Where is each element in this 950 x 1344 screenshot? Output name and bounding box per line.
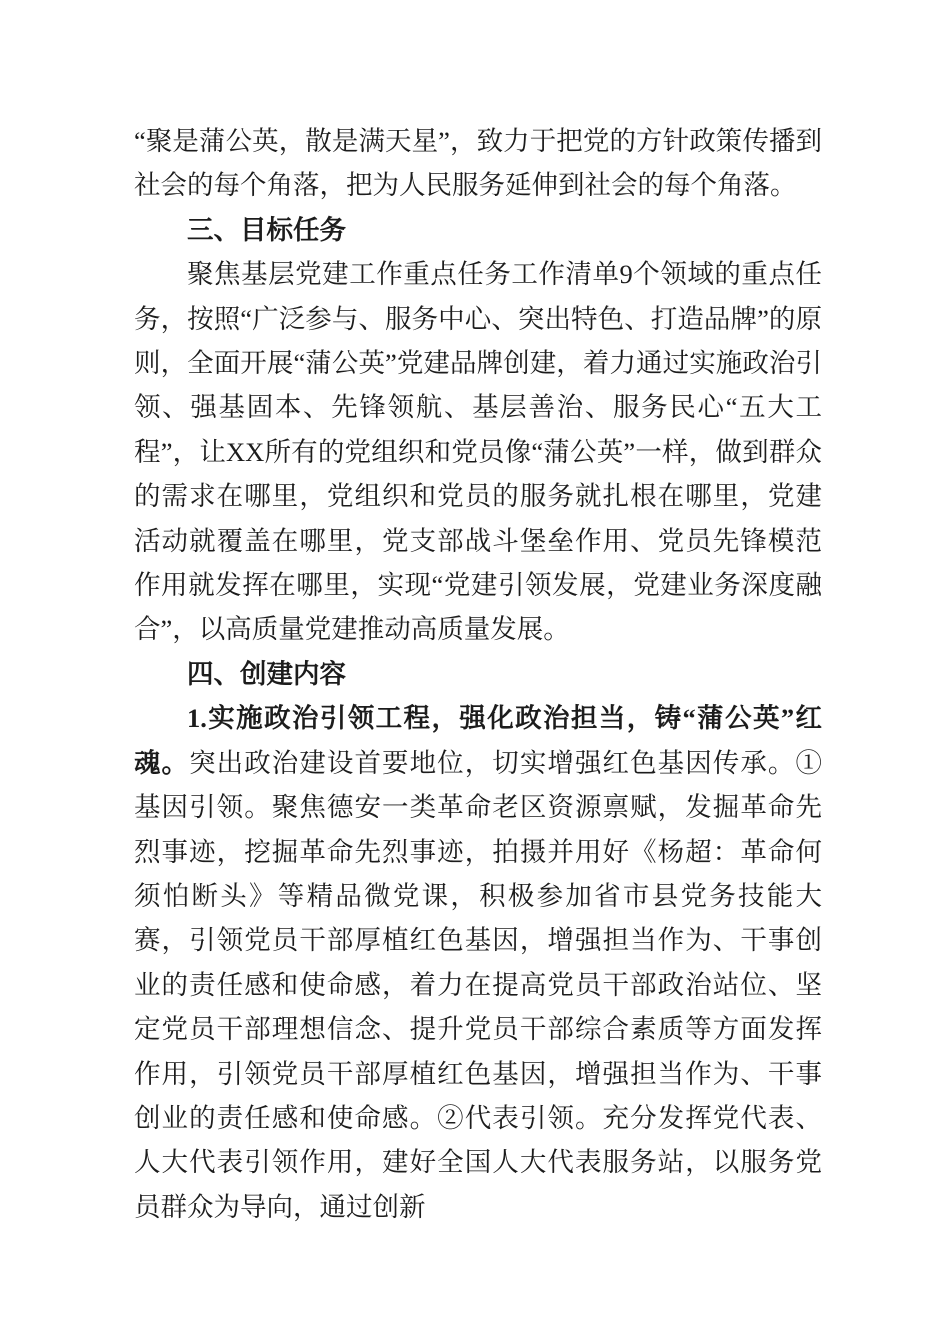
paragraph-political-leading-project bbox=[134, 696, 822, 1229]
document-text-block bbox=[134, 119, 822, 1229]
section-heading-goals: 三、目标任务 bbox=[187, 214, 346, 245]
paragraph-political-leading-project-body: 突出政治建设首要地位，切实增强红色基因传承。①基因引领。聚焦德安一类革命老区资源禀赋，发掘革命先烈事迹，挖掘革命先烈事迹，拍摄并用好《杨超：革命何须怕断头》等精品微党课，积极参加省市县党务技能大赛，引领党员干部厚植红色基因，增强担当作为、干事创业的责任感和使命感，着力在提高党员干部政治站位、坚定党员干部理想信念、提升党员干部综合素质等方面发挥作用，引领党员干部厚植红色基因，增强担当作为、干事创业的责任感和使命感。②代表引领。充分发挥党代表、人大代表引领作用，建好全国人大代表服务站，以服务党员群众为导向，通过创新 bbox=[134, 747, 822, 1222]
section-heading-content: 四、创建内容 bbox=[187, 658, 346, 689]
subheading-political-leading-project: 1.实施政治引领工程，强化政治担当，铸“蒲公英”红魂。 bbox=[134, 703, 822, 778]
paragraph-goal-tasks: 聚焦基层党建工作重点任务工作清单9个领域的重点任务，按照“广泛参与、服务中心、突出特色、打造品牌”的原则，全面开展“蒲公英”党建品牌创建，着力通过实施政治引领、强基固本、先锋领航、基层善治、服务民心“五大工程”，让XX所有的党组织和党员像“蒲公英”一样，做到群众的需求在哪里，党组织和党员的服务就扎根在哪里，党建活动就覆盖在哪里，党支部战斗堡垒作用、党员先锋模范作用就发挥在哪里，实现“党建引领发展，党建业务深度融合”，以高质量党建推动高质量发展。 bbox=[134, 259, 822, 645]
paragraph-dandelion-continuation: “聚是蒲公英，散是满天星”，致力于把党的方针政策传播到社会的每个角落，把为人民服务延伸到社会的每个角落。 bbox=[134, 126, 822, 201]
